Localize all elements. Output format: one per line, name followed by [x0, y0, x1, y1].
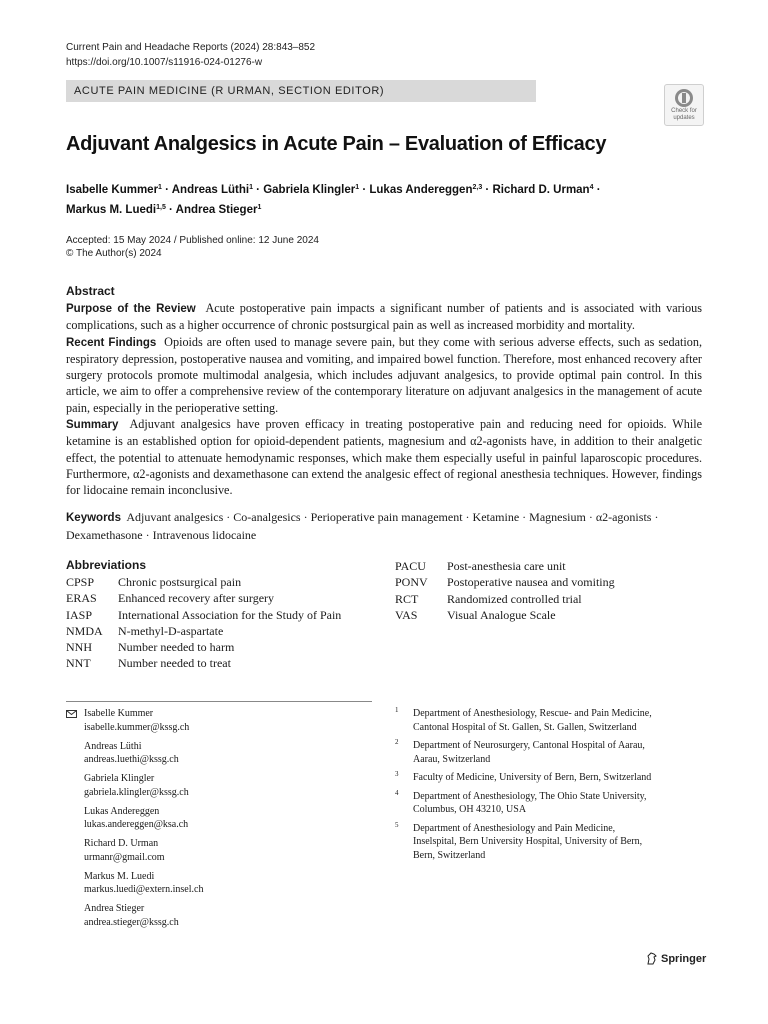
contact-email[interactable]: andrea.stieger@kssg.ch	[84, 916, 179, 928]
contact-name: Richard D. Urman	[84, 838, 159, 849]
abbreviation-row	[66, 574, 341, 590]
contact-entry	[66, 740, 376, 767]
abbreviations-heading: Abbreviations	[66, 558, 147, 572]
contact-email[interactable]: urmanr@gmail.com	[84, 851, 165, 863]
footnote-divider	[66, 701, 372, 702]
author-affiliation-ref: 2,3	[472, 184, 483, 191]
abbreviation-definition: Postoperative nausea and vomiting	[447, 575, 615, 590]
affiliation-line: Department of Anesthesiology, The Ohio State University,	[413, 790, 647, 802]
abstract-body	[66, 300, 702, 499]
affiliation-line: Columbus, OH 43210, USA	[413, 804, 527, 815]
accepted-published-date: Accepted: 15 May 2024 / Published online: 12 June 2024	[66, 235, 319, 246]
journal-header	[66, 40, 315, 70]
abbreviation-term: NNT	[66, 656, 91, 671]
contact-entry	[66, 870, 376, 897]
author-affiliation-ref: 1,5	[156, 204, 166, 211]
contact-name: Lukas Andereggen	[84, 805, 160, 817]
abbreviation-term: PACU	[395, 559, 426, 573]
abbreviation-term: RCT	[395, 591, 419, 606]
journal-citation: Current Pain and Headache Reports (2024) 28:843–852	[66, 42, 316, 53]
abbreviation-row	[395, 607, 615, 623]
contact-email[interactable]: markus.luedi@extern.insel.ch	[84, 884, 204, 895]
affiliation-number: 5	[395, 820, 399, 829]
author-name[interactable]: Markus M. Luedi	[66, 204, 157, 216]
affiliation-line: Bern, Switzerland	[413, 849, 486, 861]
section-banner	[66, 80, 536, 102]
badge-line-1: Check for	[671, 108, 697, 114]
section-label: ACUTE PAIN MEDICINE (R URMAN, SECTION EDITOR)	[74, 85, 385, 97]
abbreviation-term: VAS	[395, 607, 418, 622]
contact-name: Markus M. Luedi	[84, 870, 155, 882]
abstract-label: Summary	[66, 419, 119, 432]
publisher-name: Springer	[661, 953, 707, 965]
keywords	[66, 509, 702, 543]
affiliation-number: 1	[395, 706, 399, 714]
abbreviation-row	[66, 639, 341, 655]
affiliation-line: Department of Anesthesiology, Rescue- and Pain Medicine,	[413, 708, 652, 719]
abbreviations-table-right	[395, 558, 615, 623]
contact-name: Isabelle Kummer	[84, 708, 154, 719]
abbreviation-row	[395, 591, 615, 607]
abbreviation-term: NNH	[66, 640, 92, 655]
abbreviation-definition: N-methyl-D-aspartate	[118, 623, 224, 638]
abstract-heading: Abstract	[66, 284, 115, 298]
author-affiliation-ref: 1	[158, 184, 162, 191]
contact-entry	[66, 805, 376, 832]
article-title: Adjuvant Analgesics in Acute Pain – Evaluation of Efficacy	[66, 133, 607, 155]
publication-dates	[66, 234, 319, 260]
contact-name: Gabriela Klingler	[84, 773, 155, 784]
abstract-text: Acute postoperative pain impacts a significant number of patients and is associated with various complications, such as a higher occurrence of chronic postsurgical pain as well as increased morbidity and mortality.	[66, 301, 702, 333]
abbreviation-definition: Number needed to harm	[118, 640, 235, 655]
abbreviation-term: PONV	[395, 575, 428, 590]
doi-link[interactable]: https://doi.org/10.1007/s11916-024-01276-w	[66, 57, 263, 68]
check-updates-icon	[674, 88, 694, 108]
abbreviation-term: CPSP	[66, 575, 95, 589]
author-name[interactable]: Andrea Stieger	[175, 204, 258, 216]
affiliations	[395, 707, 715, 867]
author-name[interactable]: Lukas Andereggen	[369, 184, 473, 196]
envelope-icon	[66, 710, 77, 718]
affiliation-line: Cantonal Hospital of St. Gallen, St. Gallen, Switzerland	[413, 721, 637, 733]
affiliation-entry	[395, 822, 715, 863]
abbreviation-term: ERAS	[66, 591, 97, 606]
abbreviation-row	[66, 590, 341, 606]
abbreviation-term: NMDA	[66, 623, 103, 638]
abbreviation-row	[395, 574, 615, 590]
author-name[interactable]: Isabelle Kummer	[66, 184, 159, 196]
affiliation-line: Department of Neurosurgery, Cantonal Hospital of Aarau,	[413, 740, 645, 751]
abstract-label: Recent Findings	[66, 336, 157, 349]
abbreviation-term: IASP	[66, 607, 93, 622]
abbreviations-table-left	[66, 574, 341, 672]
abstract-section-findings	[66, 334, 702, 416]
publisher-logo	[646, 952, 706, 965]
abbreviation-row	[66, 607, 341, 623]
badge-line-2: updates	[673, 115, 695, 121]
affiliation-line: Aarau, Switzerland	[413, 753, 491, 765]
contact-entry	[66, 902, 376, 929]
affiliation-line: Inselspital, Bern University Hospital, University of Bern,	[413, 836, 643, 847]
check-for-updates-badge[interactable]	[664, 84, 704, 126]
author-contacts	[66, 707, 376, 935]
affiliation-line: Faculty of Medicine, University of Bern, Bern, Switzerland	[413, 772, 652, 783]
abbreviation-definition: Number needed to treat	[118, 656, 231, 671]
copyright-notice: © The Author(s) 2024	[66, 248, 162, 259]
affiliation-entry	[395, 739, 715, 766]
contact-email[interactable]: lukas.andereggen@ksa.ch	[84, 819, 189, 830]
contact-entry	[66, 772, 376, 799]
affiliation-number: 4	[395, 788, 399, 797]
contact-name: Andrea Stieger	[84, 903, 145, 914]
springer-horse-icon	[646, 952, 658, 965]
affiliation-entry	[395, 790, 715, 817]
abbreviation-row	[66, 623, 341, 639]
abbreviation-row	[66, 655, 341, 671]
author-name[interactable]: Gabriela Klingler	[263, 184, 356, 196]
abstract-text: Adjuvant analgesics have proven efficacy in treating postoperative pain and reducing need for opioids. While ketamine is an established option for opioid-dependent patients, magnesium and α2-agonists have, in addition to their analgetic effect, the potential to attenuate hemodynamic responses, which make them especially useful in painful laparoscopic procedures. Furthermore, α2-agonists and dexamethasone can extend the analgesic effect of regional anesthesia techniques. However, findings for lidocaine remain inconclusive.	[66, 417, 702, 498]
abbreviation-definition: Post-anesthesia care unit	[447, 559, 566, 573]
author-affiliation-ref: 1	[249, 184, 253, 191]
contact-entry	[66, 707, 376, 734]
affiliation-entry	[395, 771, 715, 785]
abstract-section-purpose	[66, 300, 702, 334]
author-list: Isabelle Kummer$^1$ · Andreas Lüthi$^1$ · Gabriela Klingler$^1$ · Lukas Andereggen$^{2,3}$ · Richard D. Urman$^4$ · Markus M. Luedi$^{1,5}$ · Andrea Stieger$^1$	[66, 184, 601, 216]
abbreviation-row	[395, 558, 615, 574]
contact-email[interactable]: andreas.luethi@kssg.ch	[84, 754, 179, 765]
author-affiliation-ref: 1	[257, 204, 262, 211]
author-name[interactable]: Richard D. Urman	[492, 184, 590, 196]
author-affiliation-ref: 4	[589, 184, 594, 191]
contact-email[interactable]: gabriela.klingler@kssg.ch	[84, 786, 189, 798]
abstract-text: Opioids are often used to manage severe pain, but they come with serious adverse effects, such as sedation, respiratory depression, postoperative nausea and vomiting, and impaired bowel function. Therefore, most enhanced recovery after surgery protocols promote multimodal analgesia, which includes adjuvant analgesics, to provide optimal pain control. In this article, we aim to offer a comprehensive review of the contemporary literature on adjuvant analgesics in the management of acute pain, especially in the perioperative setting.	[66, 334, 703, 415]
affiliation-line: Department of Anesthesiology and Pain Medicine,	[413, 822, 616, 834]
abbreviation-definition: International Association for the Study of Pain	[118, 607, 342, 622]
author-name[interactable]: Andreas Lüthi	[171, 184, 250, 196]
keywords-label: Keywords	[66, 512, 121, 524]
abstract-label: Purpose of the Review	[66, 303, 196, 315]
abbreviation-definition: Chronic postsurgical pain	[118, 575, 242, 589]
contact-name: Andreas Lüthi	[84, 740, 142, 752]
abbreviation-definition: Enhanced recovery after surgery	[118, 591, 275, 606]
abbreviation-definition: Randomized controlled trial	[447, 591, 582, 606]
contact-entry	[66, 837, 376, 864]
affiliation-number: 3	[395, 770, 399, 778]
author-affiliation-ref: 1	[355, 184, 360, 191]
abstract-section-summary	[66, 416, 702, 498]
contact-email[interactable]: isabelle.kummer@kssg.ch	[84, 721, 190, 733]
abbreviation-definition: Visual Analogue Scale	[447, 607, 556, 622]
affiliation-entry	[395, 707, 715, 734]
affiliation-number: 2	[395, 738, 399, 746]
keywords-text: Adjuvant analgesics · Co-analgesics · Perioperative pain management · Ketamine · Magnesium · α2-agonists · Dexamethasone · Intravenous lidocaine	[66, 510, 659, 542]
